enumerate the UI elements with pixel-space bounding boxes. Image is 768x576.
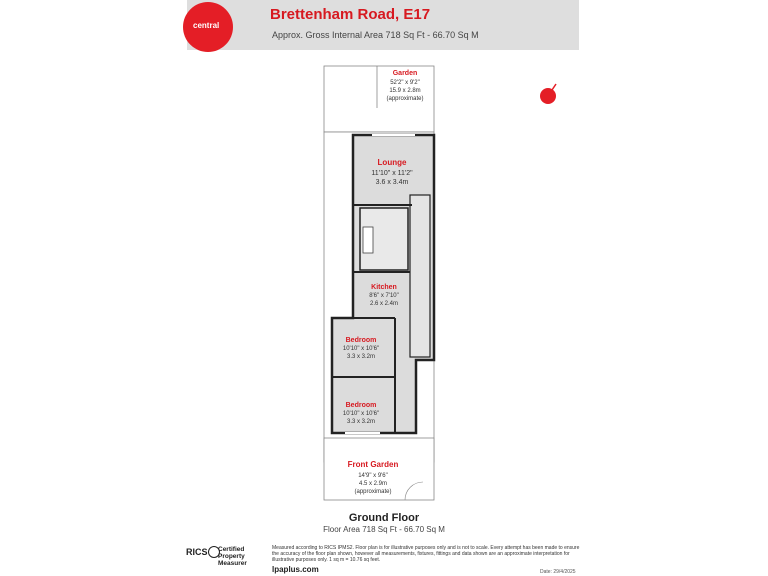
area-subtitle: Approx. Gross Internal Area 718 Sq Ft - 66.70 Sq M: [272, 30, 479, 40]
kitchen-label: Kitchen: [371, 284, 397, 291]
kitchen-metric: 2.6 x 2.4m: [369, 301, 399, 307]
lounge-imperial: 11'10" x 11'2": [371, 170, 413, 177]
lounge-label: Lounge: [377, 158, 407, 167]
plan-date: Date: 29/4/2025: [540, 569, 576, 575]
bathtub: [363, 227, 373, 253]
cert-line2: Property: [218, 553, 245, 560]
lounge-metric: 3.6 x 3.4m: [375, 179, 409, 186]
garden-label: Garden: [392, 70, 418, 77]
rics-logo: RICS: [186, 547, 208, 557]
bedroom1-label: Bedroom: [345, 337, 377, 344]
website-link[interactable]: lpaplus.com: [272, 565, 319, 574]
cert-line1: Certified: [218, 546, 245, 553]
garden-metric: 15.9 x 2.8m: [389, 88, 421, 94]
bedroom2-label: Bedroom: [345, 402, 377, 409]
front-garden-label: Front Garden: [347, 460, 399, 469]
kitchen-imperial: 8'6" x 7'10": [369, 293, 399, 299]
cert-line3: Measurer: [218, 560, 247, 567]
bedroom1-imperial: 10'10" x 10'6": [342, 346, 380, 352]
hallway: [410, 195, 430, 357]
garden-note: (approximate): [386, 96, 424, 102]
front-garden-note: (approximate): [354, 489, 392, 495]
floor-area: Floor Area 718 Sq Ft - 66.70 Sq M: [323, 525, 445, 534]
bedroom1-metric: 3.3 x 3.2m: [346, 354, 376, 360]
front-garden-imperial: 14'9" x 9'6": [358, 473, 388, 479]
disclaimer-text: Measured according to RICS IPMS2. Floor plan is for illustrative purposes only and is not to scale. Every attempt has been made to ensure the accuracy of the floor plan shown, however all measurements, fixtures, fittings and data shown are an approximate interpretation for illustrative purposes only. 1 sq m = 10.76 sq feet.: [272, 545, 580, 563]
front-garden-metric: 4.5 x 2.9m: [358, 481, 388, 487]
logo-text: central: [193, 21, 220, 30]
bedroom2-metric: 3.3 x 3.2m: [346, 419, 376, 425]
property-title: Brettenham Road, E17: [270, 6, 431, 23]
garden-imperial: 52'2" x 9'2": [390, 80, 420, 86]
certified-measurer-badge: [218, 546, 247, 567]
bedroom2-imperial: 10'10" x 10'6": [342, 411, 380, 417]
floor-title: Ground Floor: [348, 512, 420, 524]
